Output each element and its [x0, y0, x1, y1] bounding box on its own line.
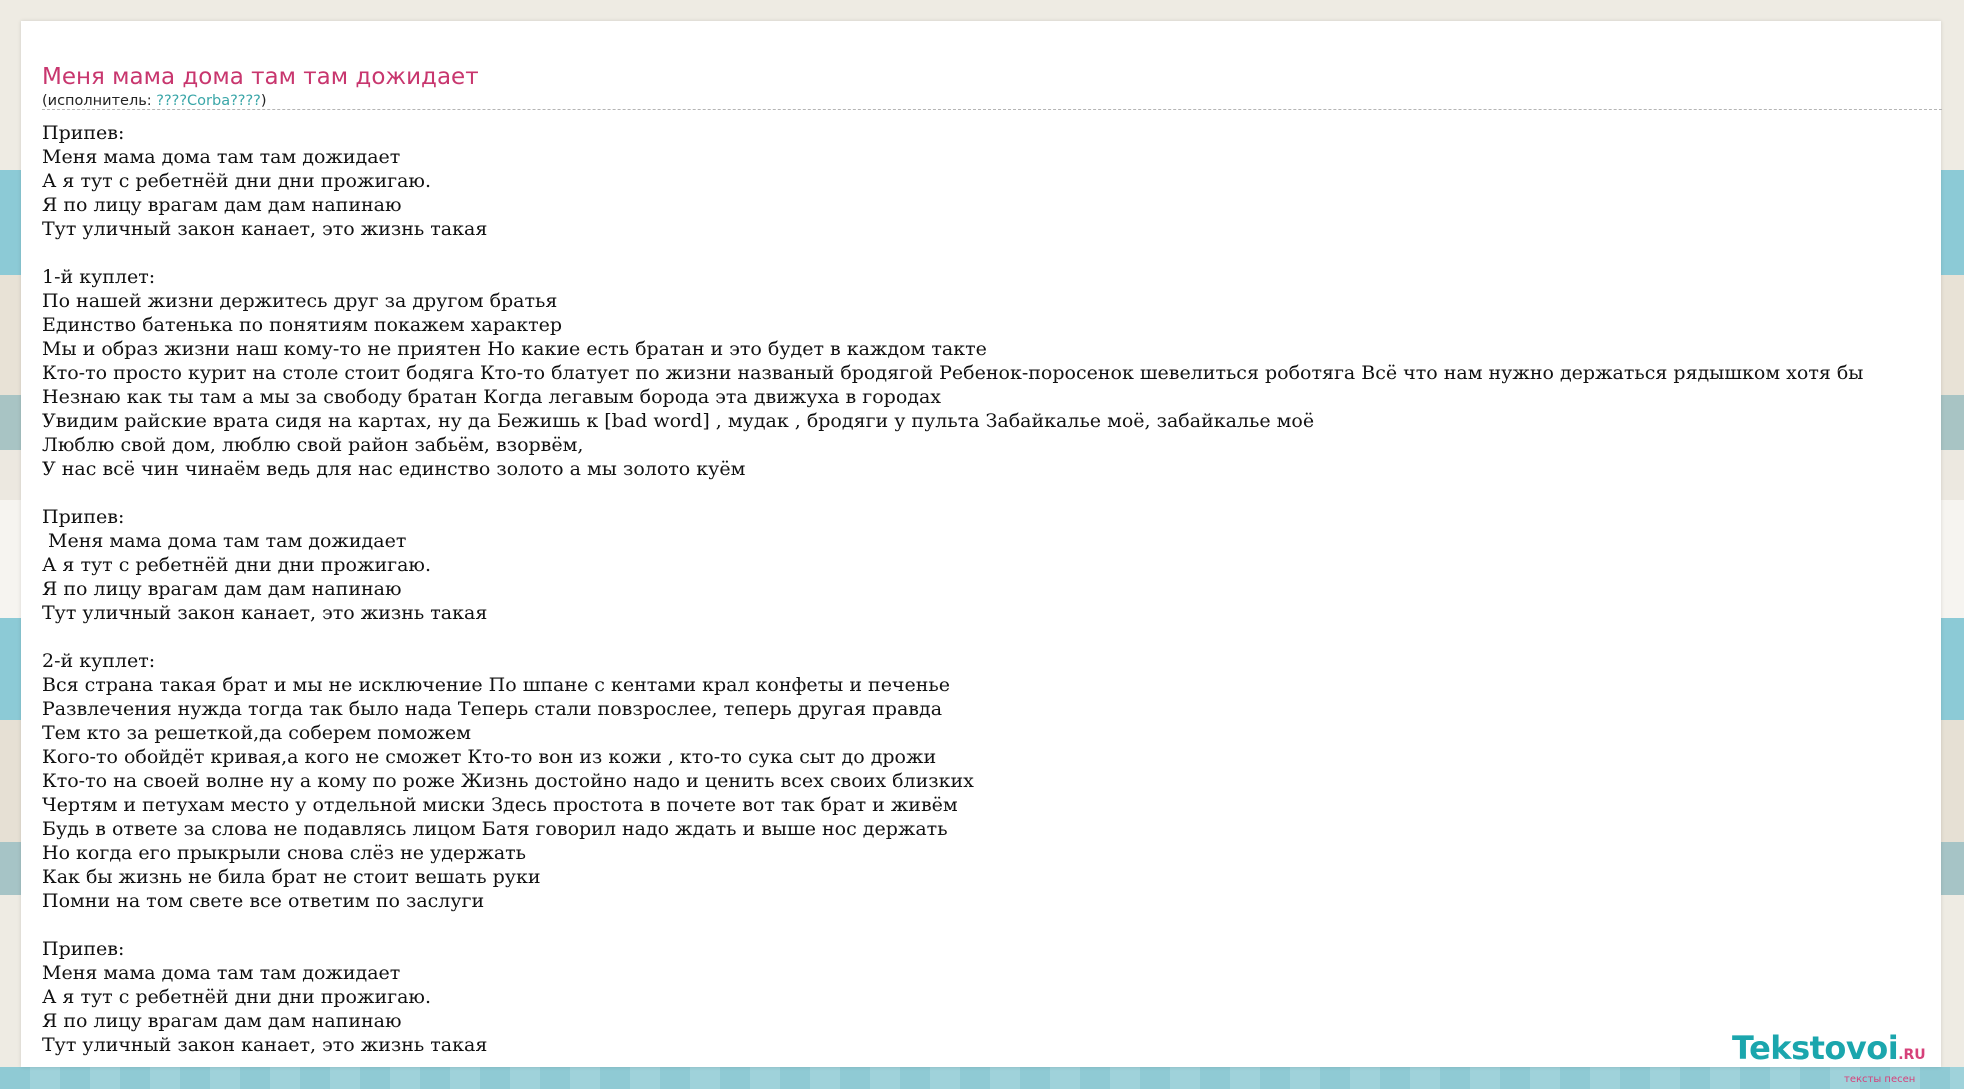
content-panel — [21, 21, 1941, 1085]
artist-prefix: (исполнитель: — [42, 93, 157, 109]
lyric-line: Я по лицу врагам дам дам напинаю — [42, 578, 402, 600]
lyric-line: Меня мама дома там там дожидает — [42, 146, 401, 168]
lyrics-text — [42, 121, 1863, 1057]
song-title: Меня мама дома там там дожидает — [42, 64, 479, 90]
bottom-decorative-band — [0, 1067, 1964, 1089]
lyric-line: У нас всё чин чинаём ведь для нас единство золото а мы золото куём — [42, 458, 746, 480]
lyric-line: Развлечения нужда тогда так было нада Теперь стали повзрослее, теперь другая правда — [42, 698, 943, 720]
lyric-line: Меня мама дома там там дожидает — [42, 530, 407, 552]
lyric-line: Чертям и петухам место у отдельной миски Здесь простота в почете вот так брат и живём — [42, 794, 958, 816]
lyric-line — [42, 913, 1863, 937]
lyric-line: Помни на том свете все ответим по заслуги — [42, 890, 485, 912]
lyric-line: Тут уличный закон канает, это жизнь такая — [42, 602, 488, 624]
lyric-line: Припев: — [42, 122, 125, 144]
artist-suffix: ) — [260, 93, 267, 109]
logo-tld: .RU — [1898, 1047, 1926, 1063]
lyric-line: Припев: — [42, 506, 125, 528]
lyric-line: Будь в ответе за слова не подавлясь лицом Батя говорил надо ждать и выше нос держать — [42, 818, 948, 840]
lyric-line: А я тут с ребетнёй дни дни прожигаю. — [42, 986, 431, 1008]
lyric-line: Тем кто за решеткой,да соберем поможем — [42, 722, 472, 744]
logo-tagline: тексты песен — [1844, 1074, 1916, 1085]
lyric-line: Меня мама дома там там дожидает — [42, 962, 401, 984]
lyric-line: Незнаю как ты там а мы за свободу братан Когда легавым борода эта движуха в городах — [42, 386, 942, 408]
lyric-line: Но когда его прыкрыли снова слёз не удержать — [42, 842, 526, 864]
lyric-line: Я по лицу врагам дам дам напинаю — [42, 1010, 402, 1032]
lyric-line: А я тут с ребетнёй дни дни прожигаю. — [42, 170, 431, 192]
lyric-line: Мы и образ жизни наш кому-то не приятен Но какие есть братан и это будет в каждом такте — [42, 338, 987, 360]
lyric-line: По нашей жизни держитесь друг за другом братья — [42, 290, 558, 312]
lyric-line: Как бы жизнь не била брат не стоит вешать руки — [42, 866, 541, 888]
lyric-line — [42, 625, 1863, 649]
site-logo[interactable] — [1732, 1029, 1926, 1085]
lyric-line — [42, 481, 1863, 505]
lyric-line: Я по лицу врагам дам дам напинаю — [42, 194, 402, 216]
lyric-line: Вся страна такая брат и мы не исключение По шпане с кентами крал конфеты и печенье — [42, 674, 950, 696]
lyric-line — [42, 241, 1863, 265]
artist-line — [42, 93, 267, 109]
lyric-line: 1-й куплет: — [42, 266, 156, 288]
lyric-line: 2-й куплет: — [42, 650, 156, 672]
lyric-line: Люблю свой дом, люблю свой район забьём, взорвём, — [42, 434, 584, 456]
lyric-line: А я тут с ребетнёй дни дни прожигаю. — [42, 554, 431, 576]
artist-link[interactable]: ????Corba???? — [156, 93, 261, 109]
lyric-line: Кого-то обойдёт кривая,а кого не сможет Кто-то вон из кожи , кто-то сука сыт до дрожи — [42, 746, 937, 768]
lyric-line: Тут уличный закон канает, это жизнь такая — [42, 218, 488, 240]
lyric-line: Единство батенька по понятиям покажем характер — [42, 314, 563, 336]
lyric-line: Припев: — [42, 938, 125, 960]
lyric-line: Тут уличный закон канает, это жизнь такая — [42, 1034, 488, 1056]
logo-name: Tekstovoi — [1732, 1029, 1899, 1067]
lyric-line: Увидим райские врата сидя на картах, ну да Бежишь к [bad word] , мудак , бродяги у пульта Забайкалье моё, забайкалье моё — [42, 410, 1315, 432]
lyric-line: Кто-то на своей волне ну а кому по роже Жизнь достойно надо и ценить всех своих близких — [42, 770, 974, 792]
lyric-line: Кто-то просто курит на столе стоит бодяга Кто-то блатует по жизни названый бродягой Ребенок-поросенок шевелиться роботяга Всё что нам нужно держаться рядышком хотя бы — [42, 362, 1864, 384]
